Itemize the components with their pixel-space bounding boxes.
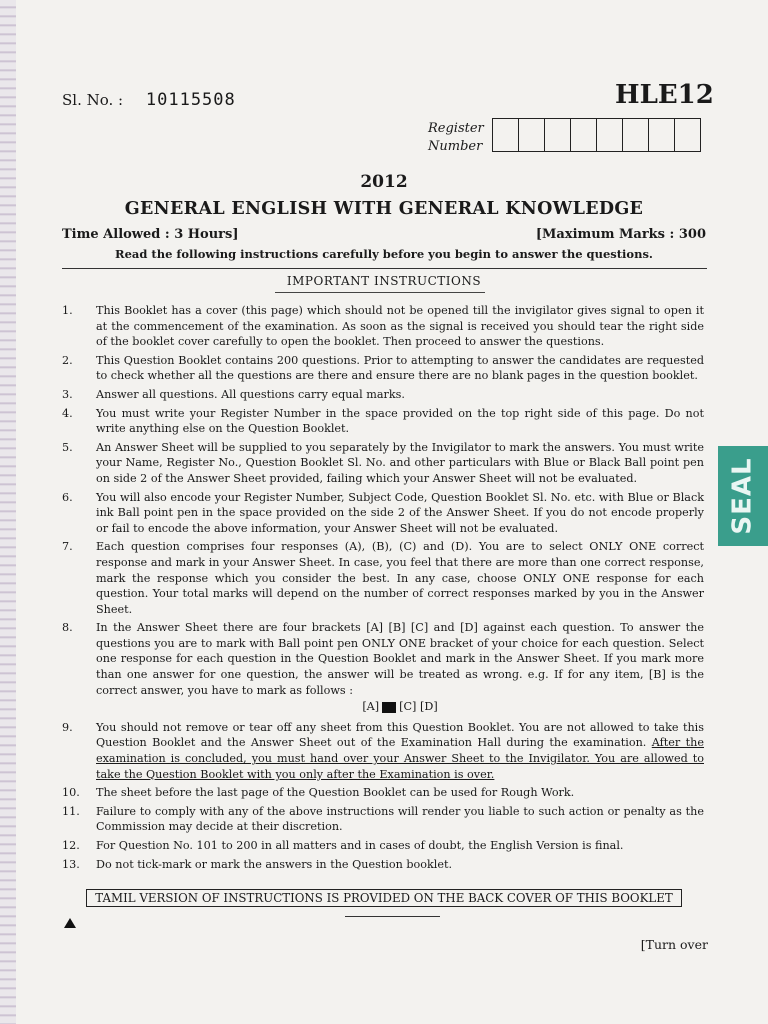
register-number-boxes[interactable] xyxy=(492,118,701,152)
instructions-list xyxy=(62,303,704,875)
exam-title: GENERAL ENGLISH WITH GENERAL KNOWLEDGE xyxy=(124,199,644,219)
instruction-item xyxy=(62,539,704,617)
instruction-number: 13. xyxy=(62,857,80,871)
instruction-number: 9. xyxy=(62,720,73,734)
instruction-item xyxy=(62,785,704,801)
instruction-item xyxy=(62,620,704,717)
register-digit-box[interactable] xyxy=(519,119,545,151)
turn-over-note: [Turn over xyxy=(640,937,708,952)
triangle-marker-icon xyxy=(64,918,76,928)
instruction-text xyxy=(96,387,704,403)
maximum-marks: [Maximum Marks : 300 xyxy=(535,227,706,242)
instruction-number: 5. xyxy=(62,440,73,454)
register-digit-box[interactable] xyxy=(649,119,675,151)
instruction-text xyxy=(96,490,704,537)
filled-bracket-b xyxy=(382,702,396,713)
instruction-text-body: For Question No. 101 to 200 in all matters and in cases of doubt, the English Version is final. xyxy=(96,839,624,852)
read-instructions-line: Read the following instructions carefully before you begin to answer the questions. xyxy=(115,247,653,261)
register-digit-box[interactable] xyxy=(675,119,700,151)
instruction-text-body: This Question Booklet contains 200 questions. Prior to attempting to answer the candidates are requested to check whether all the questions are there and ensure there are no blank pages in the question booklet. xyxy=(96,353,704,383)
instruction-item xyxy=(62,720,704,782)
instruction-text xyxy=(96,620,704,717)
instruction-item xyxy=(62,857,704,873)
register-number-label xyxy=(428,120,484,156)
section-title: IMPORTANT INSTRUCTIONS xyxy=(286,274,482,288)
instruction-text-body: In the Answer Sheet there are four brackets [A] [B] [C] and [D] against each question. To answer the questions you are to mark with Ball point pen ONLY ONE bracket of your choice for each question. Select one response for each question in the Question Booklet and mark in the Answer Sheet. If you mark more than one answer for one question, the answer will be treated as wrong. e.g. If for any item, [B] is the correct answer, you have to mark as follows : xyxy=(96,621,704,697)
instruction-number: 4. xyxy=(62,406,73,420)
booklet-binding-edge xyxy=(0,0,16,1024)
booklet-code: HLE12 xyxy=(615,80,714,110)
instruction-item xyxy=(62,406,704,437)
instruction-number: 1. xyxy=(62,304,73,317)
instruction-number: 2. xyxy=(62,353,73,367)
instruction-text xyxy=(96,539,704,617)
instruction-text xyxy=(96,440,704,487)
register-digit-box[interactable] xyxy=(597,119,623,151)
instruction-item xyxy=(62,353,704,384)
instruction-number: 12. xyxy=(62,839,80,852)
instruction-text-body: The sheet before the last page of the Question Booklet can be used for Rough Work. xyxy=(96,786,575,800)
instruction-number: 11. xyxy=(62,804,80,818)
instruction-text-body: Failure to comply with any of the above instructions will render you liable to such action or penalty as the Commission may decide at their discretion. xyxy=(96,804,704,834)
divider xyxy=(62,268,707,269)
register-label-line1: Register xyxy=(428,121,484,136)
instruction-text-body: An Answer Sheet will be supplied to you separately by the Invigilator to mark the answers. You must write your Name, Register No., Question Booklet Sl. No. and other particulars with Blue or Black Ball point pen on side 2 of the Answer Sheet provided, failing which your Answer Sheet will not be evaluated. xyxy=(96,440,704,485)
divider xyxy=(275,292,485,293)
instruction-text xyxy=(96,406,704,437)
instruction-underlined-text: After the examination is concluded, you must hand over your Answer Sheet to the Invigilator. You are allowed to take the Question Booklet with you only after the Examination is over. xyxy=(96,736,704,781)
instruction-text xyxy=(96,804,704,835)
instruction-text xyxy=(96,303,704,350)
seal-sticker xyxy=(718,446,768,546)
instruction-text xyxy=(96,838,704,854)
register-digit-box[interactable] xyxy=(545,119,571,151)
register-digit-box[interactable] xyxy=(623,119,649,151)
instruction-text-body: Each question comprises four responses (A), (B), (C) and (D). You are to select ONLY ONE correct response and mark in your Answer Sheet. In case, you feel that there are more than one correct response, mark the response which you consider the best. In any case, choose ONLY ONE response for each question. Your total marks will depend on the number of correct responses marked by you in the Answer Sheet. xyxy=(96,540,704,616)
serial-value: 10115508 xyxy=(145,90,236,110)
instruction-text-body: You should not remove or tear off any sheet from this Question Booklet. You are not allowed to take this Question Booklet and the Answer Sheet out of the Examination Hall during the examination. xyxy=(96,720,704,750)
instruction-text-body: Do not tick-mark or mark the answers in the Question booklet. xyxy=(96,857,453,871)
instruction-text xyxy=(96,720,704,782)
instruction-number: 6. xyxy=(62,490,73,504)
register-label-line2: Number xyxy=(428,139,483,154)
register-digit-box[interactable] xyxy=(493,119,519,151)
instruction-text-body: Answer all questions. All questions carry equal marks. xyxy=(96,387,405,401)
instruction-text-body: You must write your Register Number in the space provided on the top right side of this page. Do not write anything else on the Question Booklet. xyxy=(96,406,704,436)
exam-year: 2012 xyxy=(360,172,408,192)
instruction-text xyxy=(96,785,704,801)
instruction-number: 7. xyxy=(62,540,73,554)
bracket-example xyxy=(96,699,704,715)
instruction-text xyxy=(96,857,704,873)
instruction-item xyxy=(62,303,704,350)
bracket-d: [D] xyxy=(419,700,438,714)
instruction-item xyxy=(62,838,704,854)
seal-text: SEAL xyxy=(728,457,758,535)
bracket-a: [A] xyxy=(362,700,380,714)
instruction-item xyxy=(62,387,704,403)
instruction-text-body: This Booklet has a cover (this page) which should not be opened till the invigilator gives signal to open it at the commencement of the examination. As soon as the signal is received you should tear the right side of the booklet cover carefully to open the booklet. Then proceed to answer the questions. xyxy=(96,304,704,349)
instruction-item xyxy=(62,804,704,835)
divider xyxy=(345,916,440,917)
instruction-text-body: You will also encode your Register Number, Subject Code, Question Booklet Sl. No. etc. with Blue or Black ink Ball point pen in the space provided on the side 2 of the Answer Sheet. If you do not encode properly or fail to encode the above information, your Answer Sheet will not be evaluated. xyxy=(96,490,704,535)
instruction-item xyxy=(62,490,704,537)
serial-label: Sl. No. : xyxy=(62,91,124,109)
instruction-number: 8. xyxy=(62,621,73,635)
tamil-version-note: TAMIL VERSION OF INSTRUCTIONS IS PROVIDED ON THE BACK COVER OF THIS BOOKLET xyxy=(86,889,682,907)
bracket-c: [C] xyxy=(399,700,417,714)
register-digit-box[interactable] xyxy=(571,119,597,151)
instruction-number: 10. xyxy=(62,786,80,800)
instruction-text xyxy=(96,353,704,384)
instruction-item xyxy=(62,440,704,487)
serial-number xyxy=(62,90,236,110)
instruction-number: 3. xyxy=(62,387,73,401)
time-allowed: Time Allowed : 3 Hours] xyxy=(62,227,239,242)
